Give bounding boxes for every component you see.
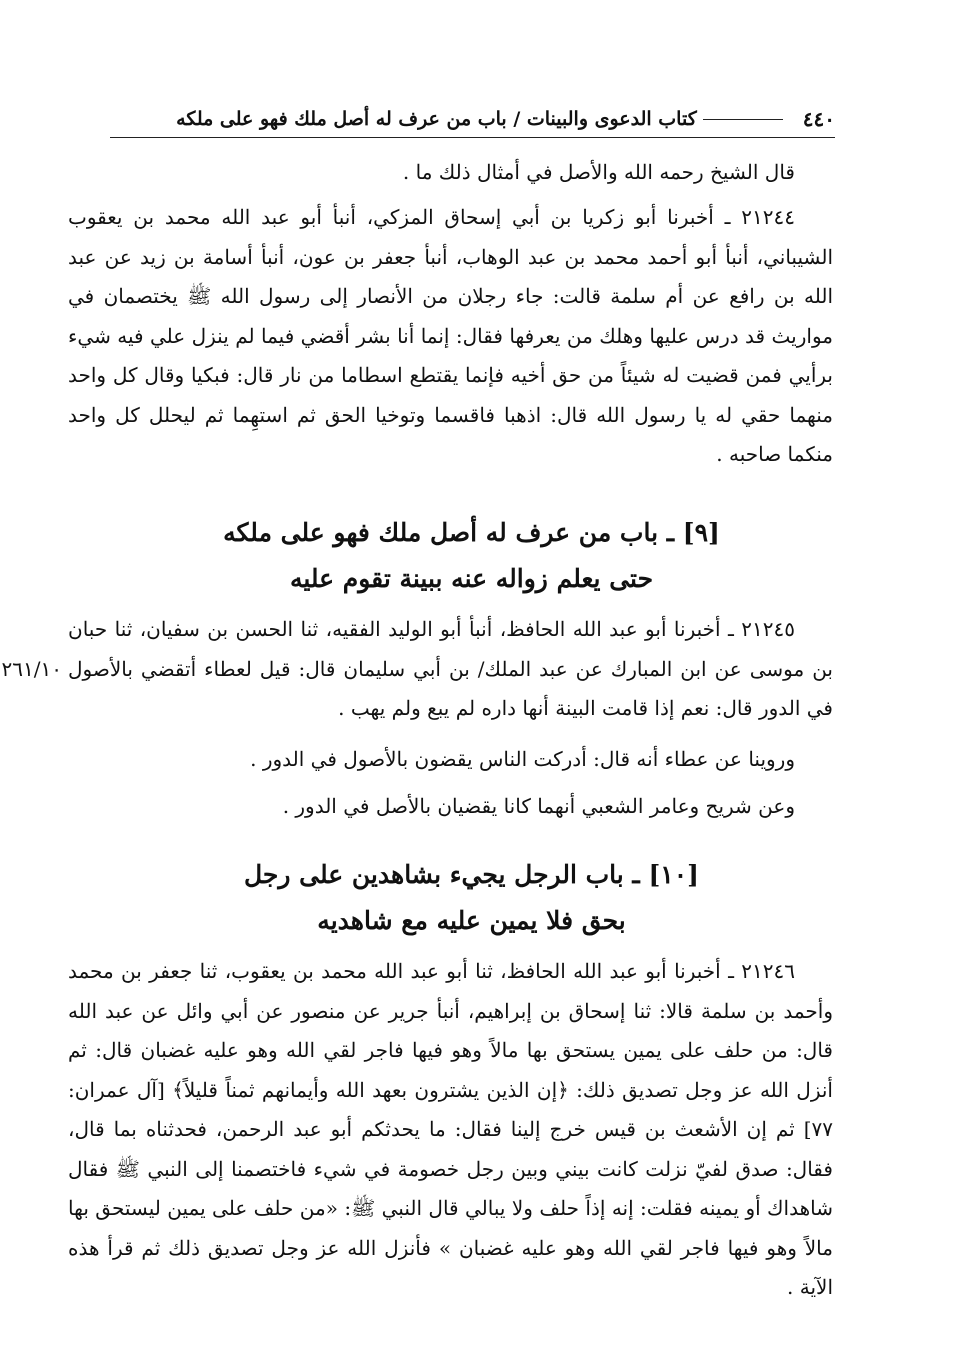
paragraph-ata: وروينا عن عطاء أنه قال: أدركت الناس يقضون بالأصول في الدور .: [250, 747, 795, 771]
paragraph-shurayh: وعن شريح وعامر الشعبي أنهما كانا يقضيان بالأصل في الدور .: [282, 794, 795, 818]
chapter-heading-9-line2: حتى يعلم زواله عنه ببينة تقوم عليه: [289, 564, 654, 593]
header-rule: [703, 119, 783, 120]
chapter-heading-9-line1: [٩] ـ باب من عرف له أصل ملك فهو على ملكه: [223, 518, 720, 547]
hadith-21246: ٢١٢٤٦ ـ أخبرنا أبو عبد الله الحافظ، ثنا أبو عبد الله محمد بن يعقوب، ثنا جعفر بن محمد وأحمد بن سلمة قالا: ثنا إسحاق بن إبراهيم، أنبأ جرير عن منصور عن أبي وائل عن عبد الله قال: من حلف على يمين يستحق بها مالاً وهو فيها فاجر لقي الله وهو عليه غضبان قال: ثم أنزل الله عز وجل تصديق ذلك: ﴿إن الذين يشترون بعهد الله وأيمانهم ثمناً قليلاً﴾ [آل عمران: ٧٧] ثم إن الأشعث بن قيس خرج إلينا فقال: ما يحدثكم أبو عبد الرحمن، فحدثناه بما قال، فقال: صدق لفيّ نزلت كانت بيني وبين رجل خصومة في شيء فاختصمنا إلى النبي ﷺ فقال شاهداك أو يمينه فقلت: إنه إذاً حلف ولا يبالي قال النبي ﷺ: «من حلف على يمين ليستحق بها مالاً وهو فيها فاجر لقي الله وهو عليه غضبان » فأنزل الله عز وجل تصديق ذلك ثم قرأ هذه الآية .: [68, 959, 833, 1299]
hadith-21244: ٢١٢٤٤ ـ أخبرنا أبو زكريا بن أبي إسحاق المزكي، أنبأ أبو عبد الله محمد بن يعقوب الشيباني، أنبأ أبو أحمد محمد بن عبد الوهاب، أنبأ جعفر بن عون، أنبأ أسامة بن زيد عن عبد الله بن رافع عن أم سلمة قالت: جاء رجلان من الأنصار إلى رسول الله ﷺ يختصمان في مواريث قد درس عليها وهلك من يعرفها فقال: إنما أنا بشر أقضي فيما لم ينزل علي فيه شيء برأيي فمن قضيت له شيئاً من حق أخيه فإنما يقتطع اسطاما من نار قال: فبكيا وقال كل واحد منهما حقي له يا رسول الله قال: اذهبا فاقسما وتوخيا الحق ثم استهِما ثم ليحلل كل واحد منكما صاحبه .: [68, 205, 833, 466]
running-header: [110, 101, 835, 138]
page-number: ٤٤٠: [802, 107, 835, 131]
chapter-heading-10-line1: [١٠] ـ باب الرجل يجيء بشاهدين على رجل: [244, 860, 699, 889]
chapter-heading-10: [110, 852, 833, 944]
margin-volume-page-note: ٢٦١/١٠: [1, 657, 62, 681]
chapter-heading-10-line2: بحق فلا يمين عليه مع شاهديه: [317, 906, 626, 935]
running-title: كتاب الدعوى والبينات / باب من عرف له أصل ملك فهو على ملكه: [176, 108, 697, 130]
paragraph-1: قال الشيخ رحمه الله والأصل في أمثال ذلك ما .: [402, 160, 795, 184]
chapter-heading-9: [110, 510, 833, 602]
hadith-21245: ٢١٢٤٥ ـ أخبرنا أبو عبد الله الحافظ، أنبأ أبو الوليد الفقيه، ثنا الحسن بن سفيان، ثنا حبان بن موسى عن ابن المبارك عن عبد الملك/ بن أبي سليمان قال: قيل لعطاء أتقضي بالأصول في الدور قال: نعم إذا قامت البينة أنها داره لم يبع ولم يهب .: [68, 617, 833, 720]
